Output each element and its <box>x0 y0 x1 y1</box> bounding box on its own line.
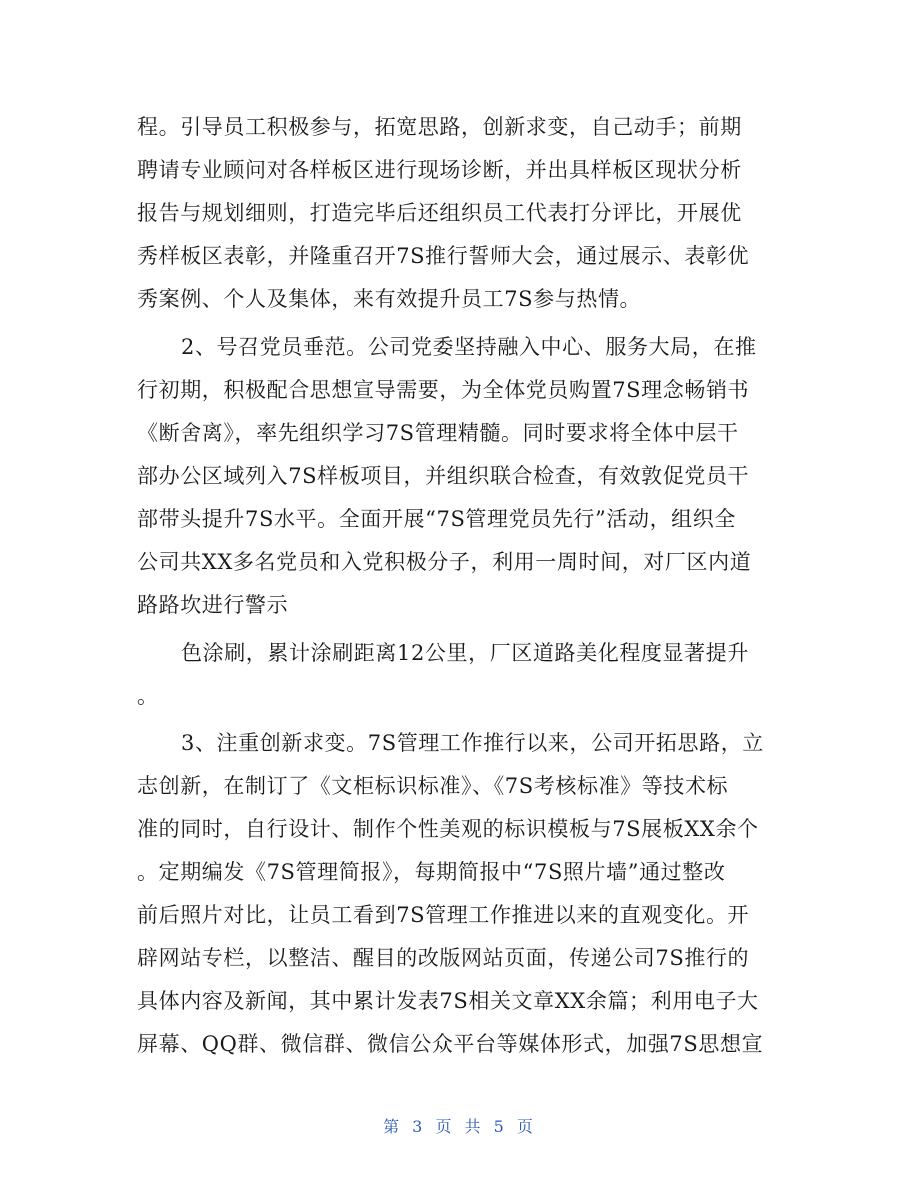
text-line: 行初期，积极配合思想宣导需要，为全体党员购置7S理念畅销书 <box>137 378 750 402</box>
text-line: 公司共XX多名党员和入党积极分子，利用一周时间，对厂区内道 <box>137 550 752 574</box>
page-footer: 第 3 页 共 5 页 <box>383 1117 537 1136</box>
text-line: 部办公区域列入7S样板项目，并组织联合检查，有效敦促党员干 <box>137 464 750 488</box>
paragraph-2-first-line: 2、号召党员垂范。公司党委坚持融入中心、服务大局，在推 <box>181 335 757 359</box>
text-line: 。定期编发《7S管理简报》，每期简报中“7S照片墙”通过整改 <box>137 860 726 884</box>
text-line: 具体内容及新闻，其中累计发表7S相关文章XX余篇；利用电子大 <box>137 989 759 1013</box>
text-line: 程。引导员工积极参与，拓宽思路，创新求变，自己动手；前期 <box>137 115 742 139</box>
text-line: 辟网站专栏，以整洁、醒目的改版网站页面，传递公司7S推行的 <box>137 946 750 970</box>
paragraph-3-first-line: 3、注重创新求变。7S管理工作推行以来，公司开拓思路，立 <box>181 731 764 755</box>
text-line: 准的同时，自行设计、制作个性美观的标识模板与7S展板XX余个 <box>137 817 759 841</box>
text-line: 志创新，在制订了《文柜标识标准》、《7S考核标准》等技术标 <box>137 774 729 798</box>
text-line: 色涂刷，累计涂刷距离12公里，厂区道路美化程度显著提升 <box>181 641 749 665</box>
text-line: 《断舍离》，率先组织学习7S管理精髓。同时要求将全体中层干 <box>137 421 739 445</box>
text-line: 屏幕、QQ群、微信群、微信公众平台等媒体形式，加强7S思想宣 <box>137 1032 764 1056</box>
text-line: 。 <box>137 684 159 708</box>
text-line: 报告与规划细则，打造完毕后还组织员工代表打分评比，开展优 <box>137 201 742 225</box>
text-line: 聘请专业顾问对各样板区进行现场诊断，并出具样板区现状分析 <box>137 158 742 182</box>
text-line: 路路坎进行警示 <box>137 593 289 617</box>
text-line: 部带头提升7S水平。全面开展“7S管理党员先行”活动，组织全 <box>137 507 736 531</box>
text-line: 秀案例、个人及集体，来有效提升员工7S参与热情。 <box>137 287 642 311</box>
text-line: 秀样板区表彰，并隆重召开7S推行誓师大会，通过展示、表彰优 <box>137 244 750 268</box>
text-line: 前后照片对比，让员工看到7S管理工作推进以来的直观变化。开 <box>137 903 750 927</box>
